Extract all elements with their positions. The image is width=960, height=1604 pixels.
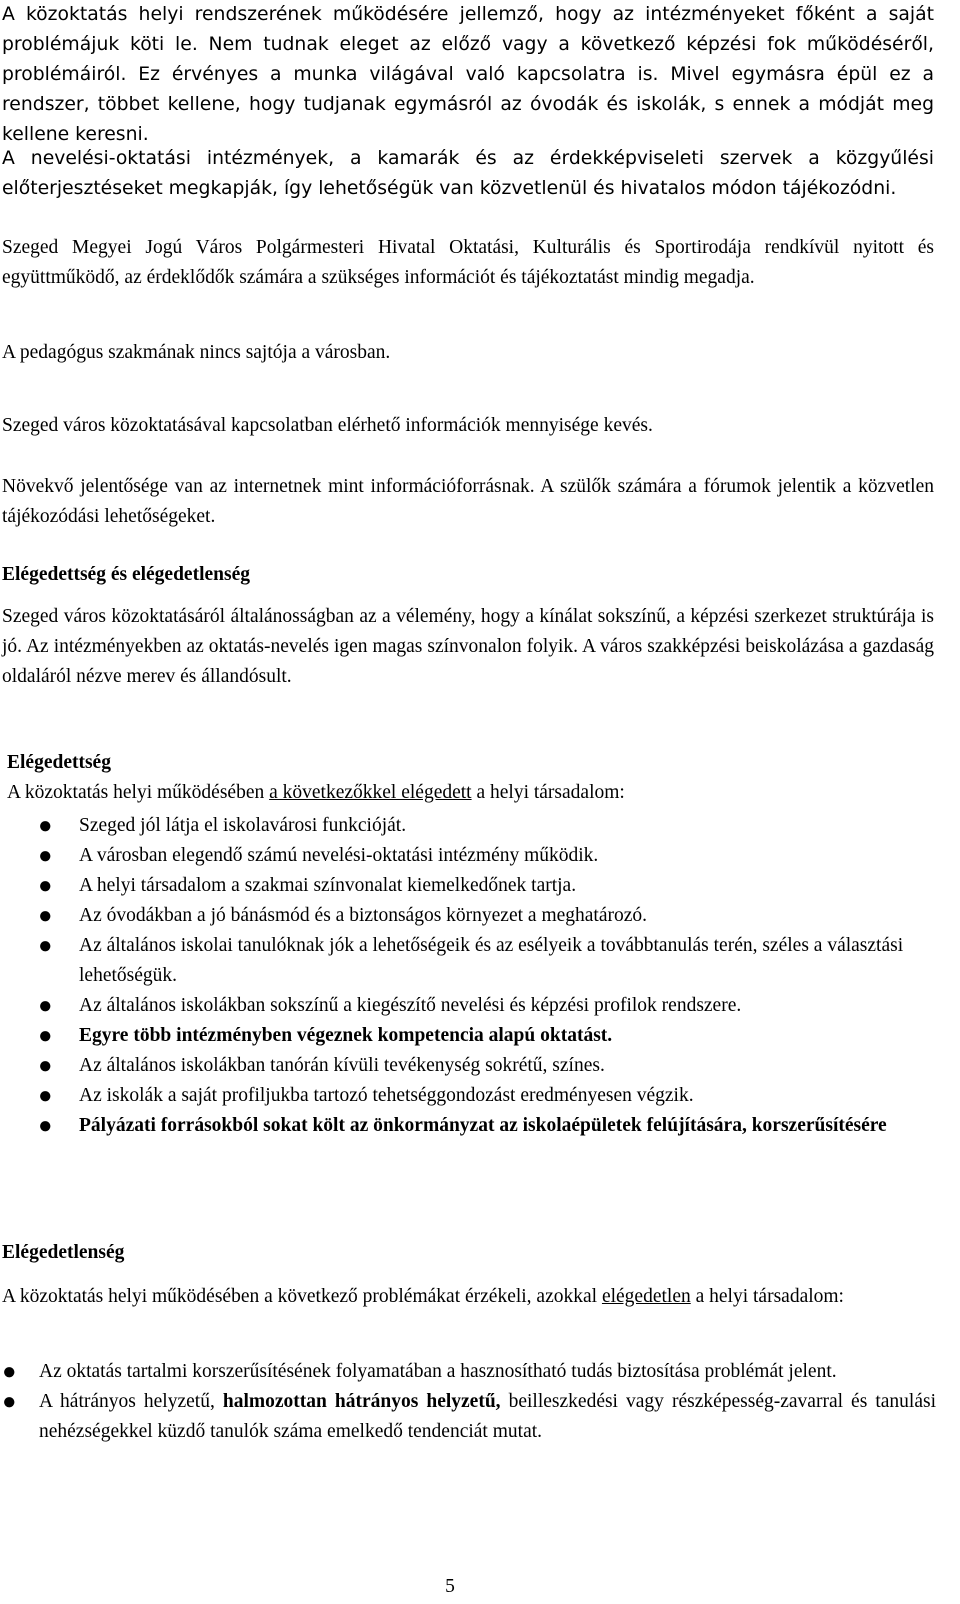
bullet-icon: ● [38,1083,53,1109]
list-item: ● Az oktatás tartalmi korszerűsítésének folyamatában a hasznosítható tudás biztosítása problémát jelent. [2,1359,837,1385]
list-item: ● Szeged jól látja el iskolavárosi funkcióját. [38,813,407,839]
heading-dissatisfaction: Elégedetlenség [2,1242,125,1263]
satisfaction-lead-before: A közoktatás helyi működésében [7,782,270,803]
list-item: ● Az iskolák a saját profiljukba tartozó tehetséggondozást eredményesen végzik. [38,1083,694,1109]
satisfaction-list [38,811,918,1141]
satisfaction-lead-after: a helyi társadalom: [471,782,625,803]
bullet-icon: ● [38,903,53,929]
list-item: ● Az óvodákban a jó bánásmód és a biztonságos környezet a meghatározó. [38,903,648,929]
list-item: ● Az általános iskolákban sokszínű a kiegészítő nevelési és képzési profilok rendszere. [38,993,742,1019]
list-item: ● A hátrányos helyzetű, halmozottan hátrányos helyzetű, beilleszkedési vagy részképesség-zavarral és tanulási nehézségekkel küzdő tanulók száma emelkedő tendenciát mutat. [2,1389,936,1442]
paragraph-information: Szeged város közoktatásával kapcsolatban elérhető információk mennyisége kevés. [2,415,653,436]
list-item: ● Az általános iskolákban tanórán kívüli tevékenység sokrétű, színes. [38,1053,605,1079]
bullet-icon: ● [38,843,53,869]
dissatisfaction-list [2,1357,936,1447]
bullet-icon: ● [38,1023,53,1049]
bullet-icon: ● [38,1113,53,1139]
list-item: ● Az általános iskolai tanulóknak jók a lehetőségeik és az esélyeik a továbbtanulás terén, széles a választási lehetőségük. [38,933,904,986]
paragraph-press: A pedagógus szakmának nincs sajtója a városban. [2,342,391,363]
dissatisfaction-lead-before: A közoktatás helyi működésében a következő problémákat érzékeli, azokkal [2,1286,602,1307]
bullet-icon: ● [38,1053,53,1079]
list-item: ● Pályázati forrásokból sokat költ az önkormányzat az iskolaépületek felújítására, korszerűsítésére [38,1113,887,1139]
paragraph-general-opinion: Szeged város közoktatásáról általánosságban az a vélemény, hogy a kínálat sokszínű, a képzési szerkezet struktúrája is jó. Az intézményekben az oktatás-nevelés igen magas színvonalon folyik. A város szakképzési beiskolázása a gazdaság oldaláról nézve merev és állandósult. [2,606,934,687]
paragraph-mayors-office: Szeged Megyei Jogú Város Polgármesteri Hivatal Oktatási, Kulturális és Sportirodája rendkívül nyitott és együttműködő, az érdeklődők számára a szükséges információt és tájékoztatást mindig megadja. [2,237,934,288]
dissatisfaction-lead [2,1282,934,1312]
bullet-icon: ● [2,1389,17,1415]
paragraph-intro: A közoktatás helyi rendszerének működésére jellemző, hogy az intézményeket főként a saját problémájuk köti le. Nem tudnak eleget az előző vagy a következő képzési fok működéséről, problémáiról. Ez érvényes a munka világával való kapcsolatra is. Mivel egymásra épül ez a rendszer, többet kellene, hogy tudjanak egymásról az óvodák és iskolák, s ennek a módját meg kellene keresni. [2,4,934,145]
paragraph-internet: Növekvő jelentősége van az internetnek mint információforrásnak. A szülők számára a fórumok jelentik a közvetlen tájékozódási lehetőségeket. [2,476,934,527]
satisfaction-lead [7,778,927,808]
dissatisfaction-lead-underlined: elégedetlen [601,1286,691,1307]
bullet-icon: ● [38,873,53,899]
list-item: ● A helyi társadalom a szakmai színvonalat kiemelkedőnek tartja. [38,873,577,899]
list-item: ● A városban elegendő számú nevelési-oktatási intézmény működik. [38,843,599,869]
page-number: 5 [445,1576,455,1597]
bullet-icon: ● [38,813,53,839]
bullet-icon: ● [38,933,53,959]
paragraph-institutions: A nevelési-oktatási intézmények, a kamarák és az érdekképviseleti szervek a közgyűlési előterjesztéseket megkapják, így lehetőségük van közvetlenül és hivatalos módon tájékozódni. [2,148,934,199]
heading-satisfaction: Elégedettség [7,752,111,773]
heading-satisfaction-dissatisfaction: Elégedettség és elégedetlenség [2,564,250,585]
bullet-icon: ● [2,1359,17,1385]
bullet-icon: ● [38,993,53,1019]
dissatisfaction-lead-after: a helyi társadalom: [690,1286,844,1307]
list-item: ● Egyre több intézményben végeznek kompetencia alapú oktatást. [38,1023,613,1049]
satisfaction-lead-underlined: a következőkkel elégedett [269,782,472,803]
